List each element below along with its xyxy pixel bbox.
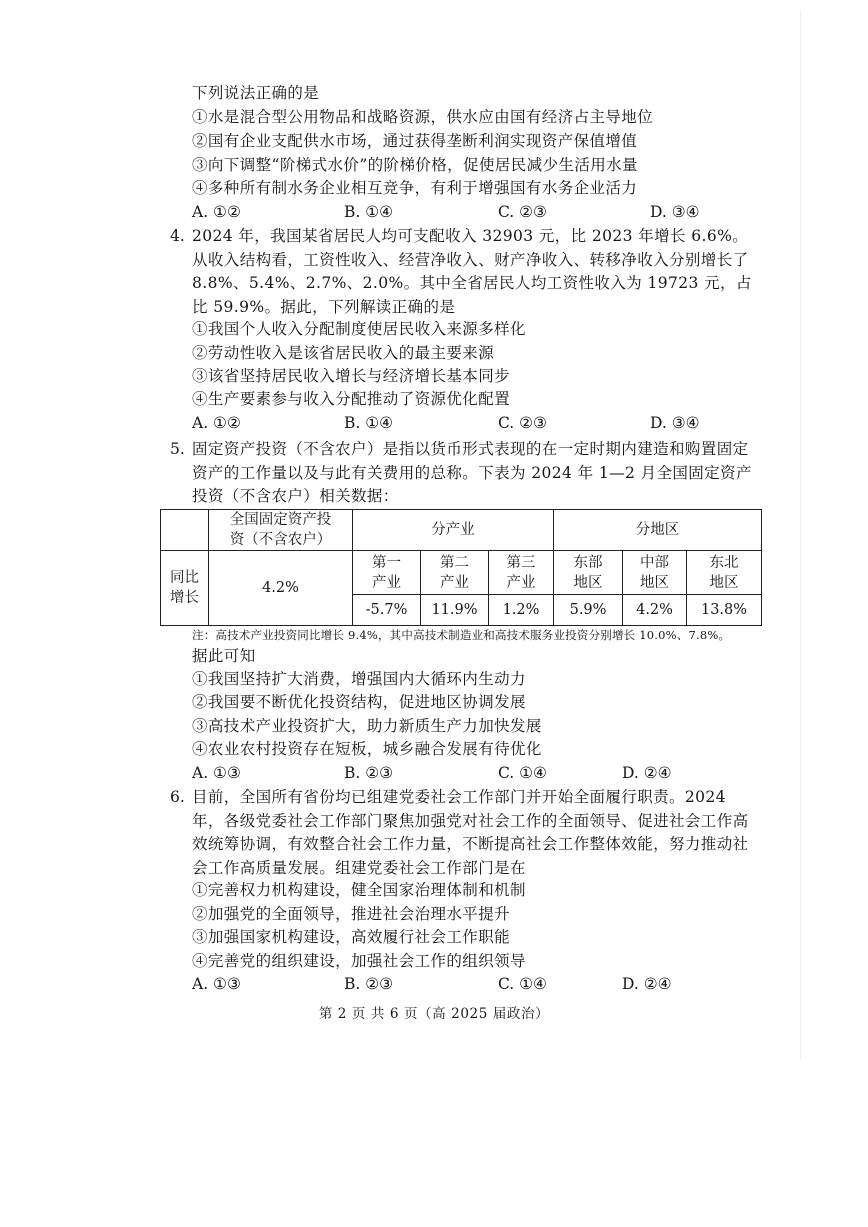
- q6-statement-4: ④完善党的组织建设，加强社会工作的组织领导: [192, 952, 526, 970]
- table-subheader-primary: 第一产业: [353, 551, 421, 595]
- q5-statement-2: ②我国要不断优化投资结构，促进地区协调发展: [192, 693, 526, 711]
- table-subheader-east: 东部地区: [554, 551, 623, 595]
- q5-statement-1: ①我国坚持扩大消费，增强国内大循环内生动力: [192, 670, 526, 688]
- q4-statement-2: ②劳动性收入是该省居民收入的最主要来源: [192, 344, 495, 362]
- q3-statement-2: ②国有企业支配供水市场，通过获得垄断利润实现资产保值增值: [192, 132, 638, 150]
- q5-option-d: D. ②④: [622, 764, 672, 782]
- q3-statement-1: ①水是混合型公用物品和战略资源，供水应由国有经济占主导地位: [192, 108, 654, 126]
- q3-statement-4: ④多种所有制水务企业相互竞争，有利于增强国有水务企业活力: [192, 179, 638, 197]
- q6-stem: 目前，全国所有省份均已组建党委社会工作部门并开始全面履行职责。2024 年，各级党委社会工作部门聚焦加强党对社会工作的全面领导、促进社会工作高效统筹协调，有效整合社会工作力量，不断提高社会工作整体效能，努力推动社会工作高质量发展。组建党委社会工作部门是在: [192, 788, 749, 877]
- q5-lead: 据此可知: [192, 647, 256, 665]
- table-header-region: 分地区: [554, 510, 762, 551]
- q5-statement-3: ③高技术产业投资扩大，助力新质生产力加快发展: [192, 717, 542, 735]
- table-value-primary: -5.7%: [353, 595, 421, 626]
- table-subheader-central: 中部地区: [623, 551, 687, 595]
- table-subheader-secondary: 第二产业: [421, 551, 489, 595]
- q5-option-a: A. ①③: [192, 764, 241, 782]
- q4-statement-3: ③该省坚持居民收入增长与经济增长基本同步: [192, 367, 511, 385]
- table-value-east: 5.9%: [554, 595, 623, 626]
- table-subheader-northeast: 东北地区: [687, 551, 762, 595]
- q3-option-b: B. ①④: [344, 203, 394, 221]
- q6-statement-1: ①完善权力机构建设，健全国家治理体制和机制: [192, 881, 526, 899]
- table-subheader-tertiary: 第三产业: [489, 551, 554, 595]
- table-corner-cell: [161, 510, 209, 551]
- q4-statement-1: ①我国个人收入分配制度使居民收入来源多样化: [192, 320, 526, 338]
- investment-table: [160, 509, 762, 626]
- q6-option-a: A. ①③: [192, 975, 241, 993]
- q6-number: 6.: [170, 788, 185, 806]
- q4-option-c: C. ②③: [498, 414, 547, 432]
- table-header-industry: 分产业: [353, 510, 554, 551]
- q6-option-b: B. ②③: [344, 975, 394, 993]
- q4-option-d: D. ③④: [650, 414, 700, 432]
- q4-number: 4.: [170, 227, 185, 245]
- q6-options: [192, 973, 712, 996]
- table-value-tertiary: 1.2%: [489, 595, 554, 626]
- table-note: 注：高技术产业投资同比增长 9.4%，其中高技术制造业和高技术服务业投资分别增长 10.0%、7.8%。: [192, 628, 731, 642]
- q5-statement-4: ④农业农村投资存在短板，城乡融合发展有待优化: [192, 740, 542, 758]
- q3-option-a: A. ①②: [192, 203, 241, 221]
- q4-option-a: A. ①②: [192, 414, 241, 432]
- q6-option-d: D. ②④: [622, 975, 672, 993]
- q5-option-c: C. ①④: [498, 764, 547, 782]
- q6-statement-3: ③加强国家机构建设，高效履行社会工作职能: [192, 928, 511, 946]
- q3-statement-3: ③向下调整“阶梯式水价”的阶梯价格，促使居民减少生活用水量: [192, 156, 638, 174]
- q4-stem: 2024 年，我国某省居民人均可支配收入 32903 元，比 2023 年增长 6.6%。从收入结构看，工资性收入、经营净收入、财产净收入、转移净收入分别增长了 8.8%、5.4%、2.7%、2.0%。其中全省居民人均工资性收入为 19723 元，占比 59.9%。据此，下列解读正确的是: [192, 227, 752, 316]
- q3-options: [192, 201, 712, 224]
- table-total-value: 4.2%: [209, 551, 353, 626]
- table-header-total: 全国固定资产投资（不含农户）: [209, 510, 353, 551]
- q3-option-d: D. ③④: [650, 203, 700, 221]
- scan-edge-line: [800, 10, 801, 1060]
- table-row-label: 同比增长: [161, 551, 209, 626]
- table-value-central: 4.2%: [623, 595, 687, 626]
- q3-option-c: C. ②③: [498, 203, 547, 221]
- page-footer: 第 2 页 共 6 页（高 2025 届政治）: [318, 1006, 550, 1022]
- table-value-secondary: 11.9%: [421, 595, 489, 626]
- q4-options: [192, 412, 712, 435]
- q6-statement-2: ②加强党的全面领导，推进社会治理水平提升: [192, 905, 511, 923]
- table-value-northeast: 13.8%: [687, 595, 762, 626]
- q3-stem-tail: 下列说法正确的是: [192, 84, 320, 102]
- q6-option-c: C. ①④: [498, 975, 547, 993]
- q5-option-b: B. ②③: [344, 764, 394, 782]
- q5-number: 5.: [170, 440, 185, 458]
- q4-option-b: B. ①④: [344, 414, 394, 432]
- q5-stem: 固定资产投资（不含农户）是指以货币形式表现的在一定时期内建造和购置固定资产的工作量以及与此有关费用的总称。下表为 2024 年 1—2 月全国固定资产投资（不含农户）相关数据：: [192, 440, 752, 505]
- q4-statement-4: ④生产要素参与收入分配推动了资源优化配置: [192, 390, 511, 408]
- q5-options: [192, 762, 712, 785]
